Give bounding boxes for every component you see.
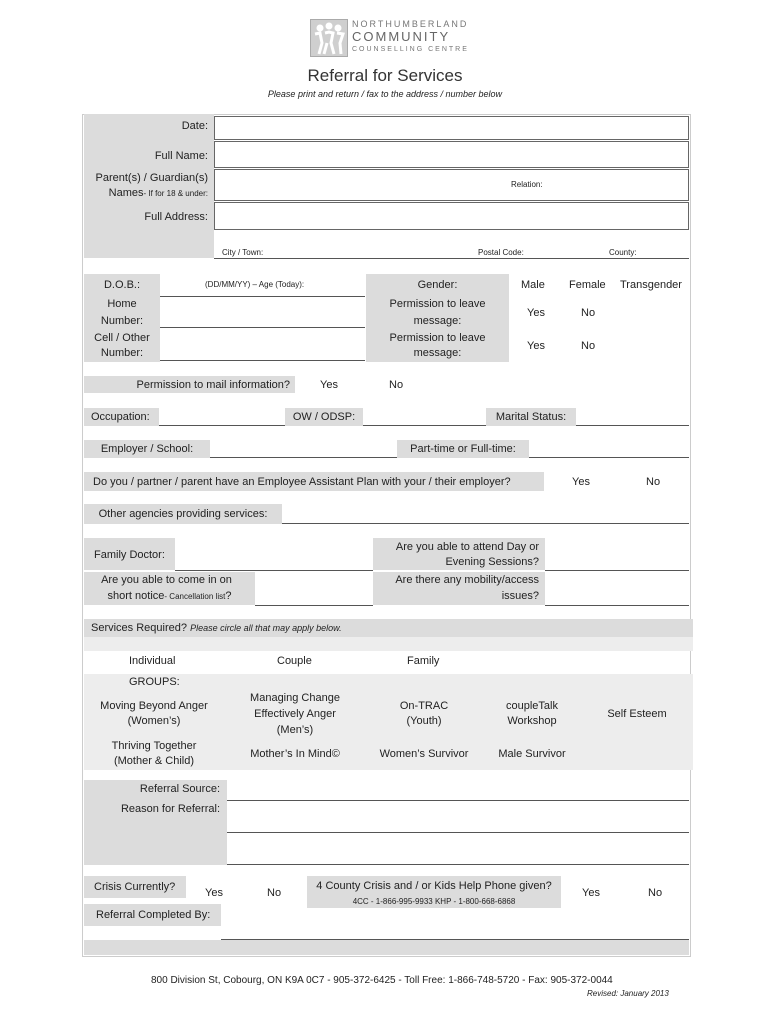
full-name-field[interactable] <box>214 141 689 168</box>
parttime-line <box>529 457 689 458</box>
group-thriving-line1[interactable]: Thriving Together <box>111 740 197 752</box>
referral-source-label: Referral Source: <box>139 783 220 795</box>
date-label: Date: <box>181 120 208 132</box>
gender-transgender[interactable]: Transgender <box>620 279 682 291</box>
group-self-esteem[interactable]: Self Esteem <box>607 708 667 720</box>
footer-revised: Revised: January 2013 <box>587 989 669 998</box>
cell-label-line1: Cell / Other <box>94 332 150 344</box>
county-crisis-numbers: 4CC - 1-866-995-9933 KHP - 1-800-668-6868 <box>352 897 516 906</box>
marital-line <box>576 425 689 426</box>
service-family[interactable]: Family <box>407 655 440 667</box>
day-evening-line2: Evening Sessions? <box>445 556 539 568</box>
group-womens-survivor[interactable]: Women’s Survivor <box>379 748 469 760</box>
group-coupletalk-line2[interactable]: Workshop <box>507 715 557 727</box>
services-heading: Services Required? Please circle all that may apply below. <box>91 622 342 634</box>
group-male-survivor[interactable]: Male Survivor <box>498 748 566 760</box>
address-second-line <box>214 258 689 259</box>
ow-odsp-label: OW / ODSP: <box>292 411 356 423</box>
service-individual[interactable]: Individual <box>129 655 176 667</box>
home-number-line <box>160 327 365 328</box>
footer-address: 800 Division St, Cobourg, ON K9A 0C7 - 905-372-6425 - Toll Free: 1-866-748-5720 - Fax: 905-372-0044 <box>151 975 613 986</box>
logo-people-icon <box>310 19 348 57</box>
logo-line-2: COMMUNITY <box>352 29 451 44</box>
reason-line-2 <box>227 864 689 865</box>
home-perm-no[interactable]: No <box>581 307 596 319</box>
postal-label: Postal Code: <box>478 248 524 257</box>
guardian-label-line2: Names- If for 18 & under: <box>108 187 208 199</box>
occupation-line <box>159 425 285 426</box>
short-notice-line1: Are you able to come in on <box>101 574 232 586</box>
mobility-line2: issues? <box>501 590 539 602</box>
page-title: Referral for Services <box>307 66 463 85</box>
family-doctor-line <box>175 570 373 571</box>
occupation-label: Occupation: <box>91 411 150 423</box>
cell-perm-label-line2: message: <box>413 347 462 359</box>
cell-perm-label-line1: Permission to leave <box>389 332 486 344</box>
logo-line-1: NORTHUMBERLAND <box>352 19 469 29</box>
logo-line-3: COUNSELLING CENTRE <box>352 46 469 53</box>
dob-hint: (DD/MM/YY) – Age (Today): <box>205 280 305 289</box>
county-crisis-no[interactable]: No <box>648 887 663 899</box>
group-managing-line3[interactable]: (Men’s) <box>276 724 314 736</box>
guardian-field[interactable] <box>214 169 689 201</box>
day-evening-line1: Are you able to attend Day or <box>395 541 539 553</box>
eap-label: Do you / partner / parent have an Employee Assistant Plan with your / their employer? <box>93 476 511 488</box>
eap-no[interactable]: No <box>646 476 661 488</box>
parttime-label: Part-time or Full-time: <box>410 443 516 455</box>
crisis-label: Crisis Currently? <box>94 881 176 893</box>
county-crisis-yes[interactable]: Yes <box>582 887 600 899</box>
referral-source-line <box>227 800 689 801</box>
short-notice-line <box>255 605 373 606</box>
group-ontrac-line2[interactable]: (Youth) <box>406 715 442 727</box>
group-mothers-mind[interactable]: Mother’s In Mind© <box>250 748 340 760</box>
cell-perm-yes[interactable]: Yes <box>527 340 545 352</box>
home-label-line1: Home <box>107 298 137 310</box>
group-coupletalk-line1[interactable]: coupleTalk <box>506 700 558 712</box>
marital-label: Marital Status: <box>495 411 567 423</box>
home-label-line2: Number: <box>100 315 144 327</box>
groups-label: GROUPS: <box>129 676 180 688</box>
county-label: County: <box>609 248 637 257</box>
mobility-line <box>545 605 689 606</box>
home-perm-yes[interactable]: Yes <box>527 307 545 319</box>
group-thriving-line2[interactable]: (Mother & Child) <box>113 755 195 767</box>
cell-perm-no[interactable]: No <box>581 340 596 352</box>
reason-label: Reason for Referral: <box>120 803 220 815</box>
date-field[interactable] <box>214 116 689 140</box>
perm-mail-label: Permission to mail information? <box>136 379 290 391</box>
family-doctor-label: Family Doctor: <box>94 549 165 561</box>
group-managing-line2[interactable]: Effectively Anger <box>254 708 336 720</box>
mobility-line1: Are there any mobility/access <box>395 574 539 586</box>
cell-number-line <box>160 360 365 361</box>
gender-label: Gender: <box>417 279 458 291</box>
ow-odsp-line <box>363 425 486 426</box>
services-spacer <box>84 637 693 651</box>
crisis-no[interactable]: No <box>267 887 282 899</box>
group-moving-line2[interactable]: (Women’s) <box>127 715 181 727</box>
county-crisis-label: 4 County Crisis and / or Kids Help Phone given? <box>316 880 552 892</box>
relation-label: Relation: <box>511 180 543 189</box>
day-evening-line <box>545 570 689 571</box>
city-label: City / Town: <box>222 248 264 257</box>
agencies-label: Other agencies providing services: <box>98 508 268 520</box>
service-couple[interactable]: Couple <box>277 655 312 667</box>
dob-line <box>160 296 365 297</box>
form-bottom-band <box>84 940 689 955</box>
group-moving-line1[interactable]: Moving Beyond Anger <box>100 700 208 712</box>
perm-leave-label-line2: message: <box>413 315 462 327</box>
employer-label: Employer / School: <box>100 443 194 455</box>
cell-label-line2: Number: <box>100 347 144 359</box>
full-address-label: Full Address: <box>144 211 208 223</box>
page-subtitle: Please print and return / fax to the address / number below <box>267 89 503 99</box>
reason-line-1 <box>227 832 689 833</box>
completed-by-label: Referral Completed By: <box>96 909 211 921</box>
agencies-line <box>282 523 689 524</box>
group-managing-line1[interactable]: Managing Change <box>250 692 340 704</box>
perm-leave-label-line1: Permission to leave <box>389 298 486 310</box>
eap-yes[interactable]: Yes <box>572 476 590 488</box>
dob-label: D.O.B.: <box>103 279 141 291</box>
perm-mail-yes[interactable]: Yes <box>320 379 338 391</box>
personal-label-column <box>84 114 214 258</box>
guardian-label-line1: Parent(s) / Guardian(s) <box>95 172 208 184</box>
perm-mail-no[interactable]: No <box>389 379 404 391</box>
employer-line <box>210 457 397 458</box>
group-ontrac-line1[interactable]: On-TRAC <box>399 700 449 712</box>
short-notice-line2: short notice- Cancellation list? <box>107 590 232 602</box>
full-address-field[interactable] <box>214 202 689 230</box>
gender-male[interactable]: Male <box>521 279 545 291</box>
full-name-label: Full Name: <box>154 150 208 162</box>
crisis-yes[interactable]: Yes <box>205 887 223 899</box>
gender-female[interactable]: Female <box>569 279 606 291</box>
